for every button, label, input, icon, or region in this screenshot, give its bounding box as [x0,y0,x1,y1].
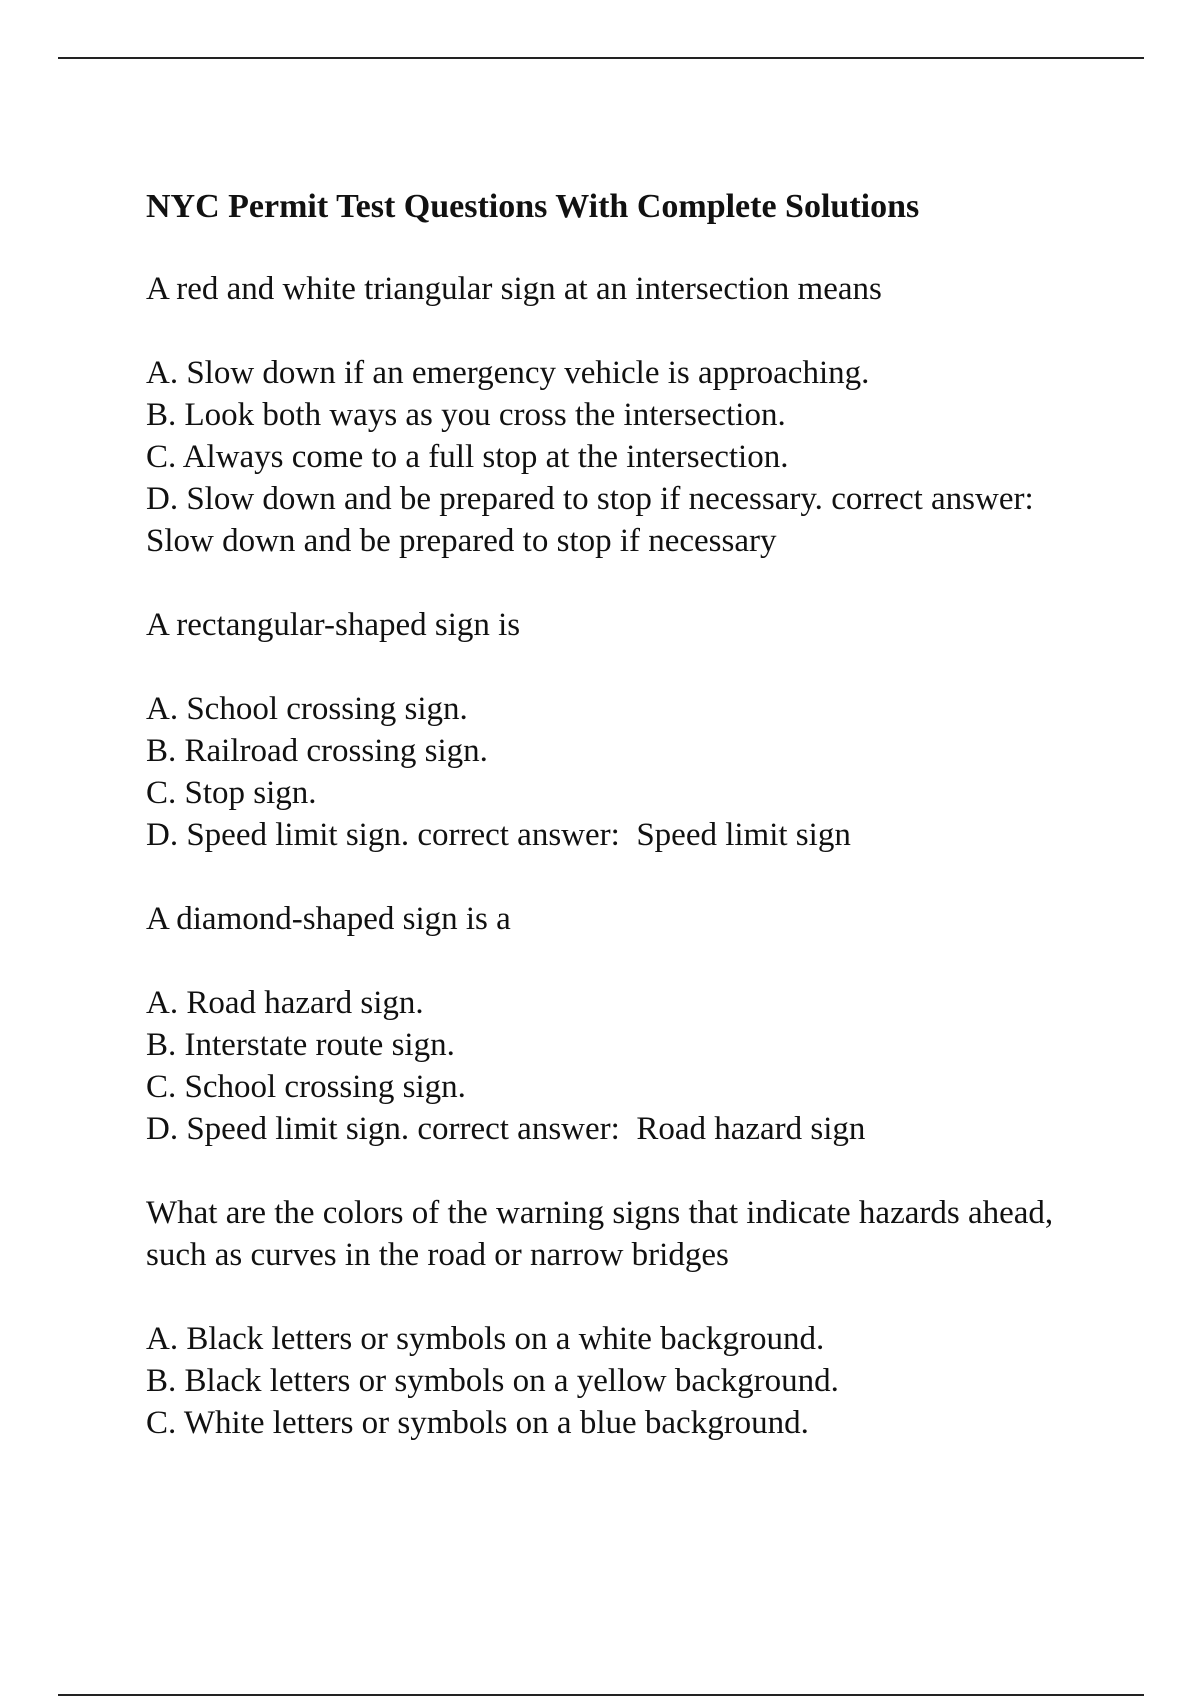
option-b: B. Black letters or symbols on a yellow background. [146,1363,839,1399]
option-c: C. School crossing sign. [146,1069,466,1105]
option-b: B. Look both ways as you cross the intersection. [146,397,786,433]
correct-answer: Road hazard sign [636,1111,866,1147]
option-d-with-answer [146,1108,1066,1150]
answer-label: correct answer: [417,1111,620,1147]
options-list [146,982,1066,1150]
correct-answer: Slow down and be prepared to stop if necessary [146,523,777,559]
question-text: What are the colors of the warning signs that indicate hazards ahead, such as curves in the road or narrow bridges [146,1195,1054,1273]
document-body [146,186,1066,1486]
option-d-with-answer [146,478,1066,562]
option-c: C. White letters or symbols on a blue background. [146,1405,809,1441]
header-divider [58,57,1144,59]
question-block [146,268,1066,562]
option-d: D. Speed limit sign. [146,817,410,853]
answer-label: correct answer: [831,481,1034,517]
option-d: D. Slow down and be prepared to stop if necessary. [146,481,823,517]
option-a: A. Black letters or symbols on a white background. [146,1321,825,1357]
option-d-with-answer [146,814,1066,856]
options-list [146,352,1066,562]
option-b: B. Interstate route sign. [146,1027,455,1063]
question-block [146,1192,1066,1444]
document-title: NYC Permit Test Questions With Complete Solutions [146,188,920,225]
option-d: D. Speed limit sign. [146,1111,410,1147]
question-text: A rectangular-shaped sign is [146,607,521,643]
question-block [146,898,1066,1150]
option-c: C. Always come to a full stop at the intersection. [146,439,789,475]
option-c: C. Stop sign. [146,775,317,811]
option-a: A. School crossing sign. [146,691,468,727]
option-b: B. Railroad crossing sign. [146,733,488,769]
question-block [146,604,1066,856]
options-list [146,1318,1066,1444]
question-text: A diamond-shaped sign is a [146,901,511,937]
answer-label: correct answer: [417,817,620,853]
option-a: A. Slow down if an emergency vehicle is approaching. [146,355,870,391]
correct-answer: Speed limit sign [636,817,851,853]
question-text: A red and white triangular sign at an intersection means [146,271,882,307]
options-list [146,688,1066,856]
footer-divider [58,1694,1144,1696]
option-a: A. Road hazard sign. [146,985,424,1021]
